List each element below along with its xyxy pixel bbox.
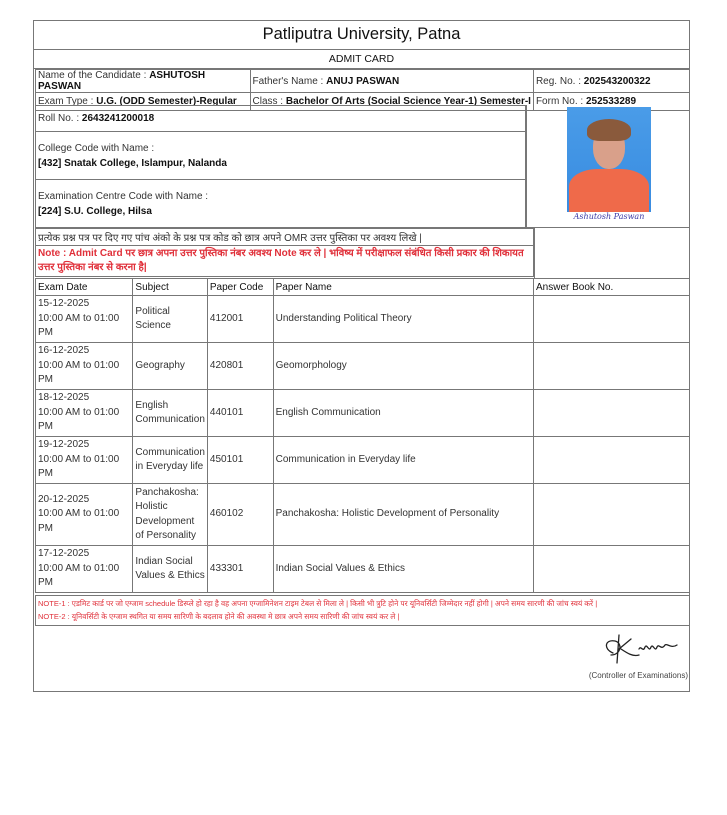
col-paper-code: Paper Code [207,279,273,296]
father-name: ANUJ PASWAN [326,75,400,87]
exam-type: U.G. (ODD Semester)-Regular [96,96,237,107]
paper-name: Understanding Political Theory [273,296,533,343]
date: 17-12-2025 [38,548,90,560]
answer-book-no [534,484,690,546]
date: 19-12-2025 [38,439,90,451]
date: 18-12-2025 [38,392,90,404]
paper-code: 440101 [207,390,273,437]
subject: Panchakosha: Holistic Development of Personality [133,484,207,546]
subject: English Communication [133,390,207,437]
candidate-name: ASHUTOSH PASWAN [38,70,206,92]
paper-code: 420801 [207,343,273,390]
candidate-name-label: Name of the Candidate : [38,70,150,81]
answer-book-no [534,437,690,484]
time: 10:00 AM to 01:00 PM [38,562,120,589]
subject: Geography [133,343,207,390]
exam-centre-name: [224] S.U. College, Hilsa [38,205,152,217]
exam-date [36,484,133,546]
class-label: Class : [252,96,286,107]
col-answer-book: Answer Book No. [534,279,690,296]
roll-no-label: Roll No. : [38,113,82,124]
form-no: 252533289 [585,96,637,107]
col-subject: Subject [133,279,207,296]
college-label: College Code with Name : [38,142,155,154]
answer-book-no [534,390,690,437]
paper-name: Panchakosha: Holistic Development of Personality [273,484,533,546]
form-no-label: Form No. : [535,96,586,107]
omr-note: प्रत्येक प्रश्न पत्र पर दिए गए पांच अंको के प्रश्न पत्र कोड को छात्र अपने OMR उत्तर पुस्तिका पर अवश्य लिखे | [36,229,534,246]
time: 10:00 AM to 01:00 PM [38,453,120,480]
paper-name: Geomorphology [273,343,533,390]
subject: Communication in Everyday life [133,437,207,484]
college-name: [432] Snatak College, Islampur, Nalanda [38,157,227,169]
roll-no: 2643241200018 [81,113,155,124]
answer-book-no [534,546,690,593]
instructions-table [35,228,534,277]
schedule-row [36,390,690,437]
admit-card [33,20,690,692]
instructions-blank-cell [534,228,690,278]
schedule-row [36,437,690,484]
reg-no-label: Reg. No. : [535,75,584,87]
candidate-signature: Ashutosh Paswan [573,212,645,221]
university-title: Patliputra University, Patna [34,21,689,50]
exam-date [36,390,133,437]
col-exam-date: Exam Date [36,279,133,296]
subject: Indian Social Values & Ethics [133,546,207,593]
time: 10:00 AM to 01:00 PM [38,359,120,386]
answer-book-no [534,296,690,343]
controller-signature [593,631,683,665]
schedule-header-row [36,279,690,296]
candidate-photo [567,107,651,212]
footnotes [35,595,690,626]
exam-date [36,546,133,593]
note-2: NOTE-2 : यूनिवर्सिटी के एग्जाम स्थगित या समय सारिणी के बदलाव होने की अवस्था मे छात्र अपने समय सारिणी की जांच स्वयं कर ले | [38,612,400,621]
document-title: ADMIT CARD [34,50,689,69]
father-name-label: Father's Name : [252,75,327,87]
college-cell [36,132,526,180]
reg-no-cell [533,70,689,93]
note-1: NOTE-1 : एडमिट कार्ड पर जो एग्जाम schedule डिस्प्ले हो रहा है वह अपना एग्जामिनेशन टाइम टेबल से मिला ले | किसी भी त्रुटि होने पर यूनिवर्सिटी जिम्मेदार नहीं होगी | अपने समय सारणी की जांच स्वयं करें | [38,599,598,608]
schedule-row [36,343,690,390]
col-paper-name: Paper Name [273,279,533,296]
reg-no: 202543200322 [583,75,651,87]
roll-no-cell [36,106,526,132]
schedule-row [36,296,690,343]
paper-code: 412001 [207,296,273,343]
father-name-cell [250,70,533,93]
answer-book-note: Note : Admit Card पर छात्र अपना उत्तर पुस्तिका नंबर अवश्य Note कर ले | भविष्य में परीक्षाफल संबंधित किसी प्रकार की शिकायत उत्तर पुस्तिका नंबर से करना है| [36,246,534,277]
exam-type-label: Exam Type : [38,96,97,107]
time: 10:00 AM to 01:00 PM [38,312,120,339]
exam-date [36,437,133,484]
photo-shirt [569,169,649,212]
exam-date [36,343,133,390]
paper-name: English Communication [273,390,533,437]
date: 15-12-2025 [38,298,90,310]
paper-name: Communication in Everyday life [273,437,533,484]
exam-centre-label: Examination Centre Code with Name : [38,190,209,202]
date: 20-12-2025 [38,493,90,505]
paper-code: 433301 [207,546,273,593]
date: 16-12-2025 [38,345,90,357]
photo-cell [526,105,690,228]
paper-code: 450101 [207,437,273,484]
answer-book-no [534,343,690,390]
exam-centre-cell [36,180,526,228]
controller-designation: (Controller of Examinations) [588,671,688,680]
paper-code: 460102 [207,484,273,546]
exam-schedule-table [35,278,690,593]
paper-name: Indian Social Values & Ethics [273,546,533,593]
exam-date [36,296,133,343]
candidate-name-cell [36,70,251,93]
time: 10:00 AM to 01:00 PM [38,406,120,433]
time: 10:00 AM to 01:00 PM [38,508,120,534]
class-value: Bachelor Of Arts (Social Science Year-1) Semester-I [285,96,531,107]
subject: Political Science [133,296,207,343]
roll-college-table [35,105,526,228]
photo-hair [587,119,631,141]
schedule-row [36,546,690,593]
schedule-row [36,484,690,546]
